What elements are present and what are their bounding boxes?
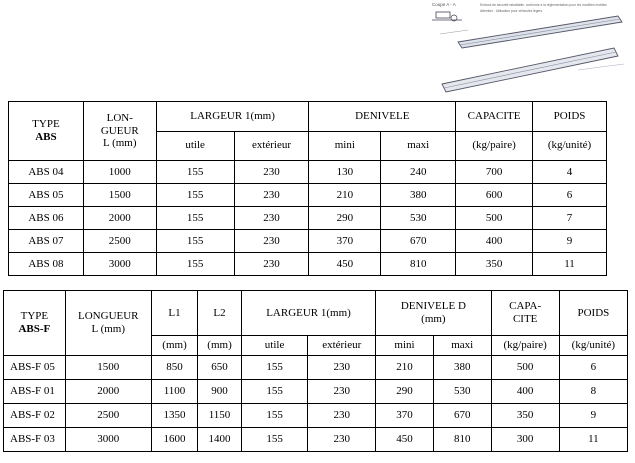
- cell-longueur: 2000: [65, 380, 151, 404]
- cell-utile: 155: [156, 207, 234, 230]
- cell-utile: 155: [241, 380, 307, 404]
- cell-l1: 850: [151, 356, 197, 380]
- cell-type: ABS 06: [9, 207, 84, 230]
- cell-longueur: 3000: [65, 428, 151, 452]
- cell-capacite: 500: [491, 356, 559, 380]
- header-exterieur: extérieur: [308, 336, 376, 356]
- cell-poids: 9: [533, 230, 607, 253]
- cell-longueur: 3000: [83, 253, 156, 276]
- header-poids: POIDS: [533, 102, 607, 132]
- cell-maxi: 810: [433, 428, 491, 452]
- cell-type: ABS-F 01: [4, 380, 66, 404]
- header-denivele: DENIVELE: [309, 102, 456, 132]
- cell-maxi: 810: [381, 253, 456, 276]
- cell-l2: 900: [198, 380, 242, 404]
- cell-l1: 1100: [151, 380, 197, 404]
- header-largeur: LARGEUR 1(mm): [156, 102, 309, 132]
- table-row: [9, 184, 607, 207]
- cell-l1: 1350: [151, 404, 197, 428]
- cell-maxi: 240: [381, 161, 456, 184]
- cell-l2: 1150: [198, 404, 242, 428]
- cell-mini: 290: [309, 207, 381, 230]
- abs-spec-table: [8, 101, 607, 276]
- cell-exterieur: 230: [308, 404, 376, 428]
- header-type: TYPE ABS-F: [4, 291, 66, 356]
- cell-l2: 1400: [198, 428, 242, 452]
- cell-capacite: 700: [456, 161, 533, 184]
- cell-capacite: 500: [456, 207, 533, 230]
- header-capacite: CAPACITE: [456, 102, 533, 132]
- header-l1: L1: [151, 291, 197, 336]
- cell-type: ABS-F 03: [4, 428, 66, 452]
- cell-capacite: 600: [456, 184, 533, 207]
- cell-poids: 9: [559, 404, 627, 428]
- cell-exterieur: 230: [234, 161, 309, 184]
- header-utile: utile: [156, 131, 234, 161]
- cell-maxi: 530: [381, 207, 456, 230]
- header-maxi: maxi: [433, 336, 491, 356]
- header-capacite-unit: (kg/paire): [491, 336, 559, 356]
- header-type: TYPE ABS: [9, 102, 84, 161]
- header-longueur: LON- GUEUR L (mm): [83, 102, 156, 161]
- cell-longueur: 2500: [83, 230, 156, 253]
- cell-type: ABS 04: [9, 161, 84, 184]
- cell-capacite: 400: [491, 380, 559, 404]
- cell-mini: 210: [376, 356, 434, 380]
- cell-maxi: 670: [381, 230, 456, 253]
- cell-capacite: 400: [456, 230, 533, 253]
- cell-type: ABS-F 02: [4, 404, 66, 428]
- cell-longueur: 1500: [65, 356, 151, 380]
- illustration-caption-3: Attention : Utilisation pour véhicules légers: [480, 9, 543, 13]
- cell-maxi: 530: [433, 380, 491, 404]
- cell-exterieur: 230: [308, 356, 376, 380]
- table-row: [4, 428, 628, 452]
- header-poids-unit: (kg/unité): [559, 336, 627, 356]
- absf-spec-table: [3, 290, 628, 452]
- header-l2: L2: [198, 291, 242, 336]
- header-poids: POIDS: [559, 291, 627, 336]
- cell-exterieur: 230: [234, 184, 309, 207]
- cell-poids: 6: [559, 356, 627, 380]
- cell-capacite: 350: [456, 253, 533, 276]
- illustration-caption-2: Embout de sécurité rabattable, conforme à la réglementation pour les modèles mobiles: [480, 3, 607, 7]
- cell-exterieur: 230: [234, 207, 309, 230]
- cell-utile: 155: [241, 356, 307, 380]
- cell-type: ABS 08: [9, 253, 84, 276]
- cell-longueur: 2000: [83, 207, 156, 230]
- table-row: [4, 380, 628, 404]
- cell-utile: 155: [156, 253, 234, 276]
- cell-longueur: 1500: [83, 184, 156, 207]
- cell-utile: 155: [156, 230, 234, 253]
- cell-capacite: 300: [491, 428, 559, 452]
- cell-utile: 155: [156, 161, 234, 184]
- header-poids-unit: (kg/unité): [533, 131, 607, 161]
- header-denivele: DENIVELE D (mm): [376, 291, 491, 336]
- cell-exterieur: 230: [308, 380, 376, 404]
- cell-poids: 6: [533, 184, 607, 207]
- cell-maxi: 380: [433, 356, 491, 380]
- cell-l2: 650: [198, 356, 242, 380]
- cell-mini: 450: [309, 253, 381, 276]
- cell-exterieur: 230: [234, 253, 309, 276]
- header-mini: mini: [309, 131, 381, 161]
- header-maxi: maxi: [381, 131, 456, 161]
- ramp-illustration: [428, 0, 628, 100]
- cell-type: ABS-F 05: [4, 356, 66, 380]
- cell-exterieur: 230: [308, 428, 376, 452]
- header-l1-unit: (mm): [151, 336, 197, 356]
- cell-mini: 130: [309, 161, 381, 184]
- table-row: [9, 161, 607, 184]
- cell-mini: 450: [376, 428, 434, 452]
- cell-poids: 11: [559, 428, 627, 452]
- cell-longueur: 2500: [65, 404, 151, 428]
- cell-capacite: 350: [491, 404, 559, 428]
- header-largeur: LARGEUR 1(mm): [241, 291, 375, 336]
- cell-type: ABS 05: [9, 184, 84, 207]
- table-row: [9, 230, 607, 253]
- header-capacite-unit: (kg/paire): [456, 131, 533, 161]
- header-longueur: LONGUEUR L (mm): [65, 291, 151, 356]
- cell-utile: 155: [241, 428, 307, 452]
- cell-mini: 370: [376, 404, 434, 428]
- cell-poids: 11: [533, 253, 607, 276]
- header-l2-unit: (mm): [198, 336, 242, 356]
- cell-longueur: 1000: [83, 161, 156, 184]
- table-row: [9, 253, 607, 276]
- illustration-caption-1: Coupe A - A: [432, 2, 456, 7]
- cell-poids: 4: [533, 161, 607, 184]
- cell-exterieur: 230: [234, 230, 309, 253]
- cell-maxi: 670: [433, 404, 491, 428]
- cell-mini: 290: [376, 380, 434, 404]
- table-row: [4, 356, 628, 380]
- table-row: [4, 404, 628, 428]
- header-utile: utile: [241, 336, 307, 356]
- cell-l1: 1600: [151, 428, 197, 452]
- table-row: [9, 207, 607, 230]
- header-exterieur: extérieur: [234, 131, 309, 161]
- cell-type: ABS 07: [9, 230, 84, 253]
- cell-utile: 155: [241, 404, 307, 428]
- cell-mini: 210: [309, 184, 381, 207]
- header-mini: mini: [376, 336, 434, 356]
- cell-maxi: 380: [381, 184, 456, 207]
- cell-poids: 8: [559, 380, 627, 404]
- cell-poids: 7: [533, 207, 607, 230]
- cell-mini: 370: [309, 230, 381, 253]
- cell-utile: 155: [156, 184, 234, 207]
- header-capacite: CAPA- CITE: [491, 291, 559, 336]
